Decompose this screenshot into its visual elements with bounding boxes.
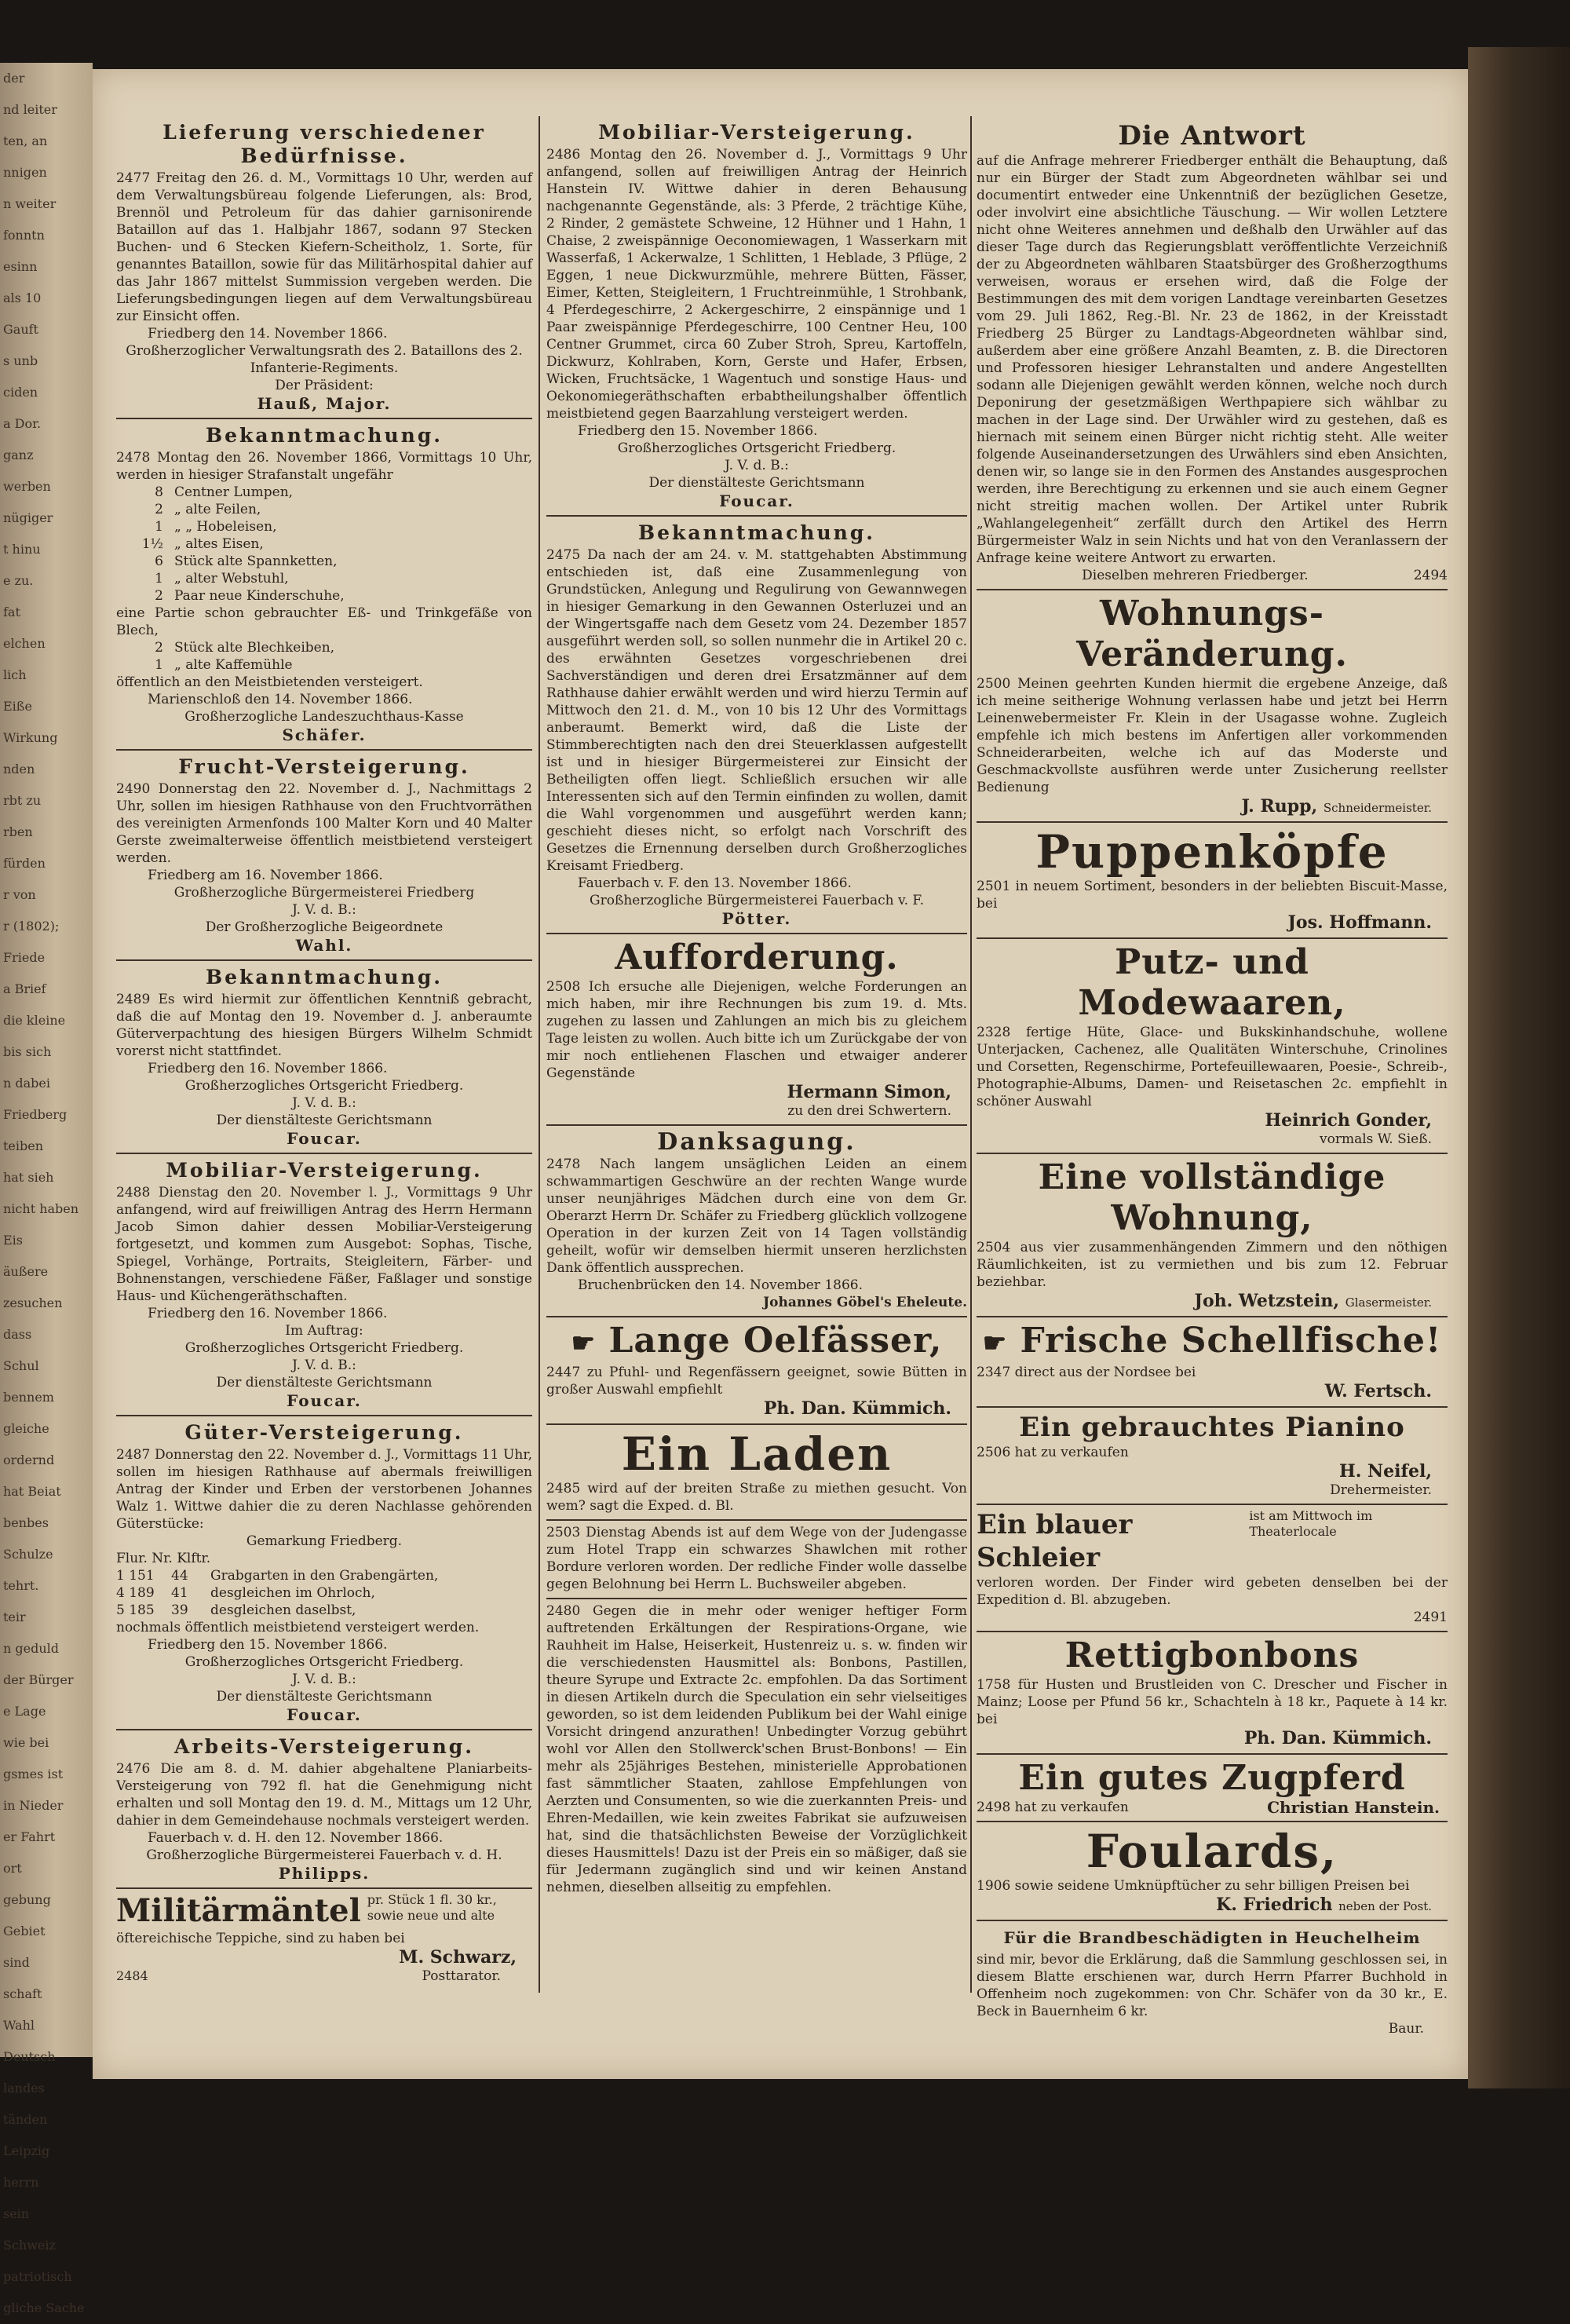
left-page-fragment-line: ordernd xyxy=(3,1452,55,1467)
ad-text: 2485 wird auf der breiten Straße zu miethen gesucht. Von wem? sagt die Exped. d. Bl. xyxy=(546,1480,967,1514)
ad-text: 2328 fertige Hüte, Glace- und Bukskinhandschuhe, wollene Unterjacken, Cachenez, alle Qualitäten Winterschuhe, Crinolines und Corsetten, Regenschirme, Portefeuillewaaren, Poesie-, Schreib-, Photographie-Albums, Damen- und Reisetaschen 2c. empfiehlt in schöner Auswahl xyxy=(977,1025,1448,1109)
column-3 xyxy=(977,116,1448,2037)
left-page-fragment-line: er Fahrt xyxy=(3,1829,56,1844)
ad-signer: Hermann Simon, xyxy=(787,1082,951,1102)
ad-bekanntmachung-gueter xyxy=(116,961,532,1154)
ad-vollstaendige-wohnung xyxy=(977,1154,1448,1317)
book-spine xyxy=(1468,47,1570,2088)
left-page-fragment-line: Wahl xyxy=(3,2018,35,2033)
ad-heading: Lieferung verschiedener Bedürfnisse. xyxy=(162,121,486,167)
left-page-fragment-line: zesuchen xyxy=(3,1295,63,1310)
ad-authority: Großherzogliches Ortsgericht Friedberg. xyxy=(184,1340,464,1356)
ad-signer: Foucar. xyxy=(287,1391,362,1410)
ad-text: 2478 Montag den 26. November 1866, Vormittags 10 Uhr, werden in hiesiger Strafanstalt ungefähr xyxy=(116,450,532,483)
ad-authority: Großherzogliche Bürgermeisterei Friedberg xyxy=(173,885,475,901)
list-item: 6 Stück alte Spannketten, xyxy=(155,554,338,569)
ad-heading: Rettigbonbons xyxy=(1064,1635,1360,1675)
ad-brust-bonbons xyxy=(546,1599,967,1901)
left-page-fragment-line: werben xyxy=(3,479,51,494)
ad-place-date: Friedberg am 16. November 1866. xyxy=(148,868,383,883)
left-page-fragment-line: als 10 xyxy=(3,290,42,305)
ad-gemarkung: Gemarkung Friedberg. xyxy=(246,1533,403,1549)
ad-role: Der dienstälteste Gerichtsmann xyxy=(648,475,865,491)
left-page-fragment-line: bis sich xyxy=(3,1044,52,1059)
ad-authority: Großherzogliches Ortsgericht Friedberg. xyxy=(184,1654,464,1670)
ad-text: 2447 zu Pfuhl- und Regenfässern geeignet, sowie Bütten in großer Auswahl empfiehlt xyxy=(546,1364,967,1398)
ad-signer: M. Schwarz, xyxy=(399,1947,517,1968)
ad-text: 2475 Da nach der am 24. v. M. stattgehabten Abstimmung entschieden ist, daß eine Zusammenlegung von Grundstücken, Anlegung und Regulirung von Gewannwegen in hiesiger Gemarkung in den Gewannen Osterluzei und an der Wingertsgaffe nach dem Gesetz vom 24. Dezember 1857 ausgeführt werden soll, so sollen nunmehr die in Artikel 20 c. des erwähnten Gesetzes vorgeschriebenen drei Sachverständigen und deren drei Ersatzmänner auf dem Rathhause dahier erwählt werden und wird hierzu Termin auf Mittwoch den 21. d. M., von 10 bis 12 Uhr des Vormittags anberaumt. Bemerkt wird, daß die Liste der Stimmberechtigten nach den drei Steuerklassen aufgestellt ist und in hiesiger Bürgermeisterei zur Einsicht der Betheiligten offen liegt. Schließlich ersuchen wir alle Interessenten sich auf den Termin einfinden zu wollen, damit die Wahl vorgenommen und ausgeführt werden kann; geschieht dieses nicht, so erfolgt nach Vorschrift des Gesetzes die Ernennung derselben durch Großherzogliches Kreisamt Friedberg. xyxy=(546,547,967,874)
ad-signer: Foucar. xyxy=(287,1705,362,1724)
pointing-hand-icon: ☛ xyxy=(982,1327,1008,1359)
ad-heading: Ein blauer Schleier xyxy=(977,1508,1133,1573)
table-row: 4 189 41 desgleichen im Ohrloch, xyxy=(116,1585,375,1601)
ad-text: 2480 Gegen die in mehr oder weniger heftiger Form auftretenden Erkältungen der Respirations-Organe, wie Rauhheit im Halse, Heiserkeit, Hustenreiz u. s. w. finden wir die verschiedensten Hausmittel als: Bonbons, Pastillen, theure Syrupe und Extracte 2c. empfohlen. Da das Sortiment in diesen Artikeln durch die Speculation ein sehr vielseitiges geworden, so ist dem leidenden Publikum bei der Wahl einige Vorsicht dringend anzurathen! Unbedingter Vorzug gebührt wohl vor Allen den Stollwerck'schen Brust-Bonbons! — Ein mehr als 25jähriges Bestehen, ministerielle Approbationen fast sämmtlicher Staaten, zahllose Empfehlungen von Aerzten und Consumenten, so wie die zuerkannten Preis- und Ehren-Medaillen, wie kein zweites Fabrikat sie aufzuweisen hat, sind die thatsächlichsten Beweise der Vorzüglichkeit dieses Hausmittels! Dazu ist der Preis ein so mäßiger, daß sie für Jedermann zugänglich sind und wir keinen Anstand nehmen, dieselben allseitig zu empfehlen. xyxy=(546,1602,967,1895)
ad-heading: Foulards, xyxy=(1086,1824,1338,1878)
ad-signer: Christian Hanstein. xyxy=(1267,1797,1440,1817)
ad-heading: Frische Schellfische! xyxy=(1020,1321,1442,1361)
ad-bekanntmachung-strafanstalt xyxy=(116,419,532,751)
left-page-fragment-line: Gauft xyxy=(3,322,38,337)
left-page-fragment-line: in Nieder xyxy=(3,1798,64,1813)
ad-line xyxy=(977,1799,1448,1816)
left-page-fragment-line: Gebiet xyxy=(3,1924,46,1938)
ad-mobiliar-simon xyxy=(116,1154,532,1416)
ad-signer: Foucar. xyxy=(719,491,794,510)
left-page-fragment-line: nügiger xyxy=(3,510,53,525)
ad-footer xyxy=(116,1968,532,1985)
ad-heading: Arbeits-Versteigerung. xyxy=(174,1735,474,1758)
left-page-fragment-line: schaft xyxy=(3,1986,42,2001)
newspaper-page xyxy=(93,69,1468,2079)
left-page-fragment-line: a Brief xyxy=(3,981,46,996)
ad-heading: Mobiliar-Versteigerung. xyxy=(598,121,915,144)
left-page-fragment-line: Leipzig xyxy=(3,2143,50,2158)
ad-authority: Großherzogliche Landeszuchthaus-Kasse xyxy=(184,709,464,725)
left-page-fragment-line: bennem xyxy=(3,1390,54,1405)
left-page-fragment-line: Schulze xyxy=(3,1547,53,1562)
left-page-fragment-line: Schweiz xyxy=(3,2238,56,2253)
left-page-fragment-line: tänden xyxy=(3,2112,48,2127)
ad-heading: Ein gutes Zugpferd xyxy=(1018,1757,1406,1798)
ad-heading: Lange Oelfässer, xyxy=(608,1321,943,1361)
ad-text: 2501 in neuem Sortiment, besonders in der beliebten Biscuit-Masse, bei xyxy=(977,879,1448,912)
left-page-fragment-line: gleiche xyxy=(3,1421,49,1436)
ad-role: Schneidermeister. xyxy=(1323,801,1432,815)
ad-authority: Großherzogliche Bürgermeisterei Fauerbach v. F. xyxy=(590,893,924,908)
ad-number: 2484 xyxy=(116,1968,148,1983)
ad-heading: Ein gebrauchtes Pianino xyxy=(1019,1411,1405,1443)
left-page-fragment-line: benbes xyxy=(3,1515,49,1530)
ad-number: 2494 xyxy=(1413,568,1448,583)
ad-signer: Foucar. xyxy=(287,1129,362,1148)
left-page-fragment-line: hat sieh xyxy=(3,1170,54,1185)
left-page-fragment-line: e zu. xyxy=(3,573,34,588)
left-page-fragment-line: die kleine xyxy=(3,1013,66,1028)
left-page-fragment-line: nicht haben xyxy=(3,1201,79,1216)
ad-bekanntmachung-fauerbach xyxy=(546,517,967,934)
ad-putz-modewaaren xyxy=(977,939,1448,1154)
left-page-fragment-line: gliche Sache xyxy=(3,2300,85,2315)
list-item: 2 „ alte Feilen, xyxy=(155,502,261,517)
ad-signer: Johannes Göbel's Eheleute. xyxy=(763,1295,967,1310)
left-page-fragment-line: Wirkung xyxy=(3,730,58,745)
ad-heading: Ein Laden xyxy=(621,1427,893,1481)
left-page-fragment-line: ganz xyxy=(3,448,34,462)
ad-text: 2477 Freitag den 26. d. M., Vormittags 10 Uhr, werden auf dem Verwaltungsbüreau folgende Lieferungen, als: Brod, Brennöl und Petroleum für das dahier garnisonirende Bataillon auf das 1. Halbjahr 1867, sodann 97 Stecken Buchen- und 6 Stecken Kiefern-Scheitholz, 1. Sorte, für genanntes Bataillon, sowie für das Militärhospital dahier auf das Jahr 1867 mittelst Summission vergeben werden. Die Lieferungsbedingungen liegen auf dem Verwaltungsbüreau zur Einsicht offen. xyxy=(116,170,532,324)
ad-heading: Güter-Versteigerung. xyxy=(184,1421,464,1444)
left-page-fragment-line: ciden xyxy=(3,385,38,400)
left-page-fragment-line: t hinu xyxy=(3,542,41,557)
ad-text: 2489 Es wird hiermit zur öffentlichen Kenntniß gebracht, daß die auf Montag den 19. November d. J. anberaumte Güterverpachtung des hiesigen Bürgers Wilhelm Schmidt vorerst nicht stattfindet. xyxy=(116,992,532,1059)
left-page-fragment-line: lich xyxy=(3,667,27,682)
ad-militaermaentel xyxy=(116,1889,532,1990)
pointing-hand-icon: ☛ xyxy=(571,1327,597,1359)
left-page-fragment-line: teir xyxy=(3,1610,26,1624)
ad-role: Drehermeister. xyxy=(1330,1482,1432,1498)
ad-text: öffentlich an den Meistbietenden versteigert. xyxy=(116,674,423,690)
left-page-fragment-line: Schul xyxy=(3,1358,39,1373)
list-item: 2 Stück alte Blechkeiben, xyxy=(155,640,335,656)
left-page-fragment-line: n dabei xyxy=(3,1076,50,1091)
left-page-fragment-line: teiben xyxy=(3,1138,44,1153)
left-page-text xyxy=(0,63,93,2324)
left-page-fragment-line: n weiter xyxy=(3,196,57,211)
ad-role: Der dienstälteste Gerichtsmann xyxy=(216,1113,433,1128)
left-page-fragment-line: sind xyxy=(3,1955,30,1970)
column-1 xyxy=(116,116,532,2032)
ad-side-text: pr. Stück 1 fl. 30 kr., sowie neue und alte xyxy=(367,1892,497,1923)
left-page-fragment-line: gebung xyxy=(3,1892,51,1907)
left-page-fragment xyxy=(0,63,93,2315)
left-page-fragment-line: tehrt. xyxy=(3,1578,39,1593)
ad-signer: H. Neifel, xyxy=(1338,1460,1432,1482)
left-page-fragment-line: der xyxy=(3,71,25,86)
ad-text: 2503 Dienstag Abends ist auf dem Wege von der Judengasse zum Hotel Trapp ein schwarzes Shawlchen mit rother Bordure verloren worden. Der redliche Finder wolle dasselbe gegen Belohnung bei Herrn L. Buchsweiler abgeben. xyxy=(546,1524,967,1592)
ad-heading: Frucht-Versteigerung. xyxy=(178,755,470,778)
left-page-fragment-line: Friede xyxy=(3,950,46,965)
column-2 xyxy=(546,116,967,2032)
left-page-fragment-line: dass xyxy=(3,1327,32,1342)
ad-signer: J. Rupp, xyxy=(1241,796,1318,817)
left-page-fragment-line: nnigen xyxy=(3,165,47,180)
ad-role: Der dienstälteste Gerichtsmann xyxy=(216,1689,433,1705)
ad-blauer-schleier xyxy=(977,1505,1448,1632)
left-page-fragment-line: a Dor. xyxy=(3,416,42,431)
left-page-fragment-line: herrn xyxy=(3,2175,39,2190)
ad-vbd: J. V. d. B.: xyxy=(292,902,356,918)
list-item: 2 Paar neue Kinderschuhe, xyxy=(155,588,345,604)
ad-place-date: Marienschloß den 14. November 1866. xyxy=(148,692,413,707)
ad-heading: Aufforderung. xyxy=(615,937,899,977)
ad-text: 2347 direct aus der Nordsee bei xyxy=(977,1364,1196,1380)
left-page-fragment-line: n geduld xyxy=(3,1641,60,1656)
ad-text: 2478 Nach langem unsäglichen Leiden an einem schwammartigen Geschwüre an der rechten Wange wurde unser neunjähriges Mädchen durch eine von dem Gr. Oberarzt Herrn Dr. Schäfer zu Friedberg glücklich vollzogene Operation in der kurzen Zeit von 14 Tagen vollständig geheilt, wofür wir demselben hiermit unseren herzlichsten Dank öffentlich aussprechen. xyxy=(546,1157,967,1276)
ad-wohnungs-veraenderung xyxy=(977,590,1448,823)
ad-heading: Putz- und Modewaaren, xyxy=(1078,942,1346,1023)
ad-authority: Großherzogliches Ortsgericht Friedberg. xyxy=(617,440,896,456)
ad-pianino xyxy=(977,1408,1448,1505)
ad-signer: Pötter. xyxy=(721,909,792,928)
ad-heading: Mobiliar-Versteigerung. xyxy=(166,1159,483,1182)
ad-signer: W. Fertsch. xyxy=(1324,1380,1432,1401)
ad-signer: K. Friedrich xyxy=(1216,1894,1333,1915)
ad-mobiliar-hanstein xyxy=(546,116,967,517)
list-item: 1 „ alter Webstuhl, xyxy=(155,571,289,586)
ad-role: Der Präsident: xyxy=(275,378,374,393)
ad-heading: Puppenköpfe xyxy=(1035,825,1389,879)
ad-oelfaesser xyxy=(546,1317,967,1425)
ad-shawl-lost xyxy=(546,1521,967,1599)
list-item: 1½ „ altes Eisen, xyxy=(141,536,264,552)
ad-heading: Eine vollständige Wohnung, xyxy=(1038,1157,1386,1238)
left-page-fragment-line: rben xyxy=(3,824,33,839)
ad-place-date: Friedberg den 16. November 1866. xyxy=(148,1306,388,1321)
ad-aufforderung xyxy=(546,934,967,1126)
ad-text: 1758 für Husten und Brustleiden von C. Drescher und Fischer in Mainz; Loose per Pfund 56 kr., Schachteln à 18 kr., Paquete à 14 kr. bei xyxy=(977,1676,1448,1727)
ad-heading-row xyxy=(546,1321,967,1364)
left-page-fragment-line: hat Beiat xyxy=(3,1484,61,1499)
ad-heading: Militärmäntel xyxy=(116,1892,361,1929)
ad-vbd: J. V. d. B.: xyxy=(292,1357,356,1373)
list-item: 8 Centner Lumpen, xyxy=(155,484,294,500)
ad-text: 2498 hat zu verkaufen xyxy=(977,1799,1129,1815)
ad-text: eine Partie schon gebrauchter Eß- und Trinkgefäße von Blech, xyxy=(116,605,532,638)
ad-text: 2508 Ich ersuche alle Diejenigen, welche Forderungen an mich haben, mir ihre Rechnungen bis zum 19. d. Mts. zugehen zu lassen und Zahlungen an mich bis zu gleichem Tage leisten zu wollen. Auch bitte ich um Zurückgabe der von mir noch entliehenen Flaschen und etwaiger anderer Gegenstände xyxy=(546,979,967,1081)
ad-text: 2488 Dienstag den 20. November l. J., Vormittags 9 Uhr anfangend, wird auf freiwilligen Antrag des Herrn Hermann Jacob Simon dahier dessen Mobiliar-Versteigerung fortgesetzt, und kommen zum Ausgebot: Sophas, Tische, Spiegel, Vorhänge, Portraits, Steigleitern, Färber- und Bohnenstangen, verschiedene Fäßer, Faßlager und sonstige Haus- und Küchengeräthschaften. xyxy=(116,1185,532,1304)
ad-headline-row xyxy=(116,1892,532,1930)
ad-place-date: Bruchenbrücken den 14. November 1866. xyxy=(578,1277,864,1293)
ad-place-date: Friedberg den 16. November 1866. xyxy=(148,1061,388,1076)
ad-signer: Ph. Dan. Kümmich. xyxy=(1243,1727,1432,1748)
left-page-fragment-line: landes xyxy=(3,2081,45,2096)
left-page-fragment-line: patriotisch xyxy=(3,2269,72,2284)
left-page-fragment-line: Eiße xyxy=(3,699,32,714)
left-page-fragment-line: Friedberg xyxy=(3,1107,68,1122)
ad-text: auf die Anfrage mehrerer Friedberger enthält die Behauptung, daß nur ein Bürger der Stadt zum Abgeordneten wählbar sei und documentirt entweder eine Unkenntniß der bezüglichen Gesetze, oder involvirt eine absichtliche Täuschung. — Wir wollen Letztere nicht ohne Weiteres annehmen und deßhalb den Urwähler auf das dieser Tage durch das Regierungsblatt veröffentlichte Verzeichniß der zu Abgeordneten wählbaren Staatsbürger des Großherzogthums verweisen, woraus er ersehen wird, daß die Folge der Bestimmungen des mit dem vorigen Landtage vereinbarten Gesetzes vom 29. Juli 1862, Reg.-Bl. Nr. 23 de 1862, in der Kreisstadt Friedberg 25 Bürger zu Landtags-Abgeordneten wählbar sind, außerdem aber eine größere Anzahl Beamten, z. B. die Directoren und Professoren hiesiger Lehranstalten und andere Angestellten sodann alle Diejenigen gewählt werden können, welche noch durch Deponirung der gesetzmäßigen Werthpapiere sich wählbar zu machen in der Lage sind. Der Urwähler wird zu gestehen, daß es hiernach mit seinem einen Bürger nicht richtig steht. Alle weiter folgende Auseinandersetzungen des Urwählers sind eben Ansichten, denen wir, so lange sie in den Formen des Anstandes ausgesprochen werden, ihre Berechtigung zu erkennen und sie auch einem Gegner nicht streitig machen wollen. Der Artikel unter Rubrik „Wahlangelegenheit“ zerfällt durch den Artikel des Herrn Bürgermeister Walz in sein Nichts und hat von den Veranlassern der Anfrage keine weitere Antwort zu erwarten. xyxy=(977,153,1448,566)
left-page-fragment-line: nd leiter xyxy=(3,102,57,117)
left-page-fragment-line: esinn xyxy=(3,259,38,274)
ad-text: 2490 Donnerstag den 22. November d. J., Nachmittags 2 Uhr, sollen im hiesigen Rathhause von den Fruchtvorräthen des vereinigten Armenfonds 100 Malter Korn und 40 Malter Gerste zweimalterweise öffentlich meistbietend versteigert werden. xyxy=(116,781,532,866)
column-rule xyxy=(970,116,972,1993)
left-page-fragment-line: r von xyxy=(3,887,36,902)
ad-place-date: Friedberg den 15. November 1866. xyxy=(578,423,818,439)
left-page-fragment-line: der Bürger xyxy=(3,1672,74,1687)
left-page-fragment-line: sein xyxy=(3,2206,30,2221)
left-page-fragment-line: s unb xyxy=(3,353,38,368)
ad-place-date: Friedberg den 15. November 1866. xyxy=(148,1637,388,1653)
ad-role: Glasermeister. xyxy=(1345,1295,1432,1310)
list-item: 1 „ alte Kaffemühle xyxy=(155,657,293,673)
left-page-fragment-line: fat xyxy=(3,605,20,619)
ad-ein-laden xyxy=(546,1425,967,1521)
ad-place-date: Fauerbach v. d. H. den 12. November 1866. xyxy=(148,1830,444,1846)
ad-signer-row xyxy=(977,796,1448,817)
ad-signer: Hauß, Major. xyxy=(257,394,392,413)
ad-text: 2504 aus vier zusammenhängenden Zimmern und den nöthigen Räumlichkeiten, ist zu vermiethen und bis zum 12. Februar beziehbar. xyxy=(977,1240,1448,1290)
ad-place-date: Fauerbach v. F. den 13. November 1866. xyxy=(578,875,852,891)
ad-foulards xyxy=(977,1822,1448,1921)
ad-die-antwort xyxy=(977,116,1448,590)
ad-text: 2486 Montag den 26. November d. J., Vormittags 9 Uhr anfangend, sollen auf freiwilligen Antrag der Heinrich Hanstein IV. Wittwe dahier in deren Behausung nachgenannte Gegenstände, als: 3 Pferde, 2 trächtige Kühe, 2 Rinder, 2 gemästete Schweine, 12 Hühner und 1 Hahn, 1 Chaise, 2 zweispännige Oeconomiewagen, 1 Wasserkarn mit Wasserfaß, 1 Ackerwalze, 1 Schlitten, 1 Heblade, 3 Pflüge, 2 Eggen, 1 neue Dickwurzmühle, mehrere Bütten, Fässer, Eimer, Ketten, Steigleitern, 1 Fruchtreinmühle, 1 Strohbank, 4 Pferdegeschirre, 2 Ackergeschirre, 2 einspännige und 1 Paar zweispännige Pferdegeschirre, 100 Centner Heu, 100 Centner Grummet, circa 60 Zuber Stroh, Spreu, Kartoffeln, Dickwurz, Kohlraben, Korn, Gerste und Hafer, Erbsen, Wicken, Fruchtsäcke, 1 Wagentuch und sonstige Haus- und Oekonomiegeräthschaften erbabtheilungshalber öffentlich meistbietend gegen Baarzahlung versteigert werden. xyxy=(546,147,967,422)
ad-signer-row xyxy=(977,1895,1448,1915)
ad-role: vormals W. Sieß. xyxy=(1320,1131,1432,1147)
ad-role: Der dienstälteste Gerichtsmann xyxy=(216,1375,433,1390)
ad-vbd: J. V. d. B.: xyxy=(725,458,789,473)
ad-authority: Großherzogliches Ortsgericht Friedberg. xyxy=(184,1078,464,1094)
ad-schellfische xyxy=(977,1317,1448,1408)
ad-text: 2500 Meinen geehrten Kunden hiermit die ergebene Anzeige, daß ich meine seitherige Wohnung verlassen habe und jetzt bei Herrn Leinenwebermeister Fr. Klein in der Usagasse wohne. Zugleich empfehle ich mich bestens im Anfertigen aller vorkommenden Schneiderarbeiten, welche ich auf das Moderste und Geschmackvollste ausführen werde unter Zusicherung reellster Bedienung xyxy=(977,676,1448,795)
ad-text: öftereichische Teppiche, sind zu haben bei xyxy=(116,1931,405,1946)
ad-signer: Ph. Dan. Kümmich. xyxy=(763,1398,951,1419)
ad-authority: Großherzogliche Bürgermeisterei Fauerbach v. d. H. xyxy=(146,1847,502,1863)
column-rule xyxy=(539,116,540,1993)
ad-heading: Für die Brandbeschädigten in Heuchelheim xyxy=(1003,1928,1421,1947)
ad-signer: Baur. xyxy=(1388,2020,1424,2037)
ad-text: 1906 sowie seidene Umknüpftücher zu sehr billigen Preisen bei xyxy=(977,1877,1410,1894)
ad-auftrag: Im Auftrag: xyxy=(285,1323,363,1339)
ad-signer: Dieselben mehreren Friedberger. xyxy=(1082,568,1309,583)
ad-heading-row xyxy=(977,1321,1448,1364)
ad-vbd: J. V. d. B.: xyxy=(292,1095,356,1111)
ad-signer: Philipps. xyxy=(278,1864,371,1883)
ad-arbeits-versteigerung xyxy=(116,1730,532,1889)
ad-frucht-versteigerung xyxy=(116,751,532,961)
ad-puppenkoepfe xyxy=(977,823,1448,939)
list-item: 1 „ „ Hobeleisen, xyxy=(155,519,277,535)
ad-authority: Großherzoglicher Verwaltungsrath des 2. Bataillons des 2. Infanterie-Regiments. xyxy=(126,343,523,376)
ad-signer: Heinrich Gonder, xyxy=(1265,1110,1432,1131)
left-page-fragment-line: äußere xyxy=(3,1264,49,1279)
left-page-fragment-line: gsmes ist xyxy=(3,1767,64,1781)
left-page-fragment-line: rbt zu xyxy=(3,793,42,808)
ad-signer: Jos. Hoffmann. xyxy=(1287,912,1432,933)
left-page-fragment-line: elchen xyxy=(3,636,46,651)
ad-text: nochmals öffentlich meistbietend versteigert werden. xyxy=(116,1620,480,1635)
ad-text: 2476 Die am 8. d. M. dahier abgehaltene Planiarbeits-Versteigerung von 792 fl. hat die Genehmigung nicht erhalten und soll Montag den 19. d. M., Mittags um 12 Uhr, dahier in dem Gemeindehause nochmals versteigert werden. xyxy=(116,1761,532,1829)
left-page-fragment-line: fürden xyxy=(3,856,46,871)
ad-rettigbonbons xyxy=(977,1632,1448,1755)
left-page-fragment-line: r (1802); xyxy=(3,919,60,934)
left-page-fragment-line: Eis xyxy=(3,1233,24,1248)
item-list xyxy=(116,484,532,605)
ad-brandbeschaedigte xyxy=(977,1921,1448,2042)
ad-footer xyxy=(977,567,1448,584)
ad-heading: Danksagung. xyxy=(657,1128,856,1156)
ad-gueter-versteigerung xyxy=(116,1416,532,1730)
table-row: 5 185 39 desgleichen daselbst, xyxy=(116,1602,356,1618)
left-page-fragment-line: ort xyxy=(3,1861,22,1876)
ad-text: 2506 hat zu verkaufen xyxy=(977,1444,1129,1460)
ad-headline-row xyxy=(977,1508,1448,1574)
ad-vbd: J. V. d. B.: xyxy=(292,1672,356,1687)
ad-signer-row xyxy=(977,1291,1448,1311)
ad-lieferung xyxy=(116,116,532,419)
ad-text: sind mir, bevor die Erklärung, daß die Sammlung geschlossen sei, in diesem Blatte erschienen war, durch Herrn Pfarrer Buchhold in Offenheim noch zugekommen: von Chr. Schäfer von da 30 kr., E. Beck in Bauernheim 6 kr. xyxy=(977,1951,1448,2019)
left-page-fragment-line: ten, an xyxy=(3,133,48,148)
ad-number: 2491 xyxy=(1413,1609,1448,1625)
ad-heading: Bekanntmachung. xyxy=(637,521,876,544)
ad-signer: Schäfer. xyxy=(282,725,367,744)
ad-subline: neben der Post. xyxy=(1338,1898,1432,1913)
left-page-fragment-line: fonntn xyxy=(3,228,45,243)
ad-heading: Wohnungs-Veränderung. xyxy=(1076,594,1348,674)
ad-zugpferd xyxy=(977,1755,1448,1822)
ad-signer: Wahl. xyxy=(295,936,353,955)
ad-subline: zu den drei Schwertern. xyxy=(787,1103,951,1119)
left-page-fragment-line: e Lage xyxy=(3,1704,46,1719)
ad-signer: Joh. Wetzstein, xyxy=(1194,1291,1340,1311)
table-header: Flur. Nr. Klftr. xyxy=(116,1551,211,1566)
ad-role: Der Großherzogliche Beigeordnete xyxy=(205,919,444,935)
ad-text: 2487 Donnerstag den 22. November d. J., Vormittags 11 Uhr, sollen im hiesigen Rathhause auf abermals freiwilligen Antrag der Kinder und Erben der verstorbenen Johannes Walz 1. Wittwe dahier die zu deren Nachlasse gehörenden Güterstücke: xyxy=(116,1447,532,1532)
left-page-fragment-line: wie bei xyxy=(3,1735,49,1750)
ad-place-date: Friedberg den 14. November 1866. xyxy=(148,326,388,342)
ad-text: verloren worden. Der Finder wird gebeten denselben bei der Expedition d. Bl. abzugeben. xyxy=(977,1574,1448,1608)
ad-side-text: ist am Mittwoch im Theaterlocale xyxy=(1249,1507,1373,1539)
ad-danksagung xyxy=(546,1126,967,1317)
ad-heading: Die Antwort xyxy=(1118,120,1306,152)
ad-heading: Bekanntmachung. xyxy=(205,424,444,447)
table-row: 1 151 44 Grabgarten in den Grabengärten, xyxy=(116,1568,439,1584)
ad-role: Posttarator. xyxy=(422,1968,501,1984)
ad-heading: Bekanntmachung. xyxy=(205,966,444,988)
left-page-fragment-line: nden xyxy=(3,762,35,776)
left-page-fragment-line: Deutsch xyxy=(3,2049,56,2064)
